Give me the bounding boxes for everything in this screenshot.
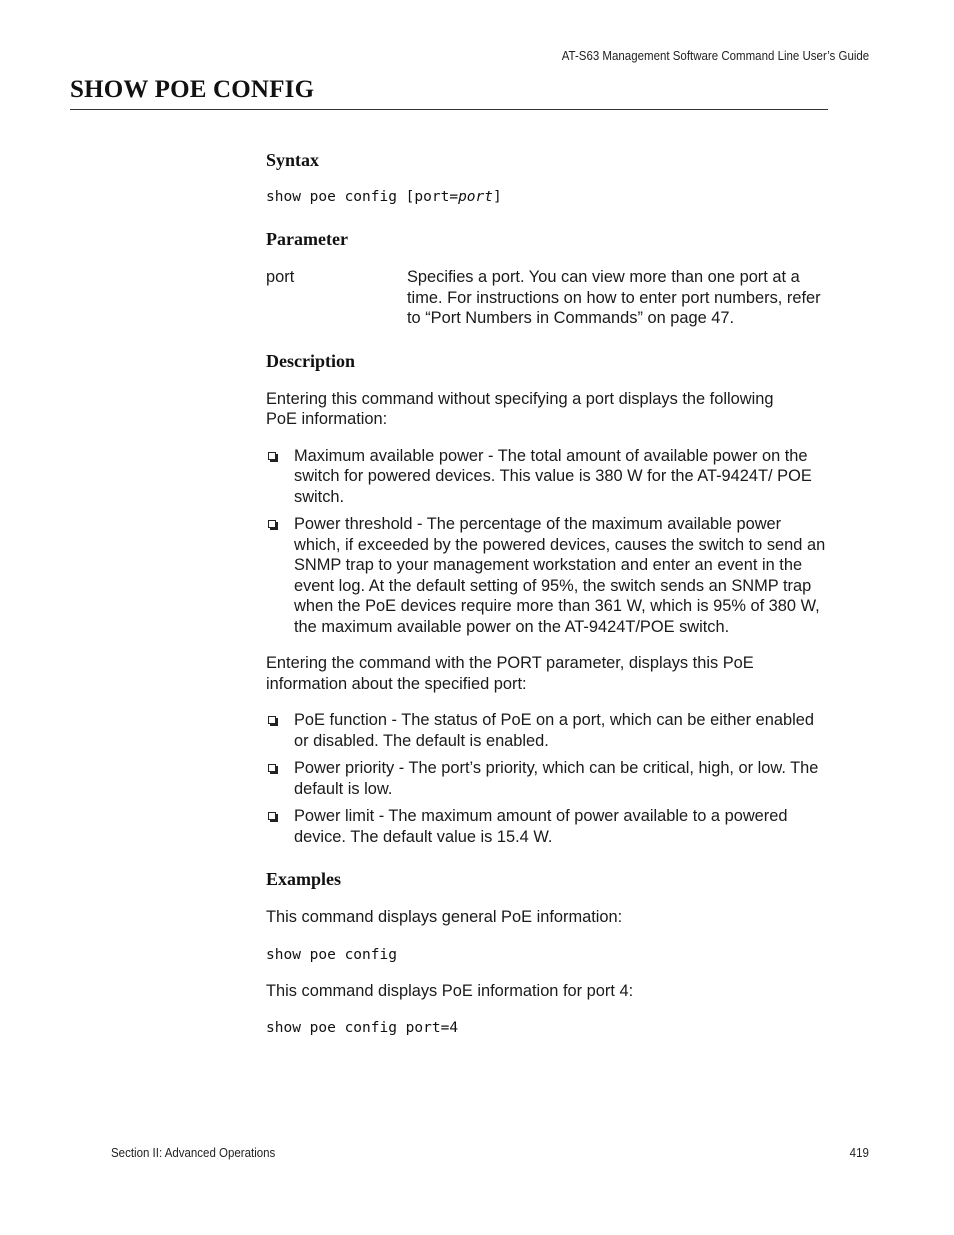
list-item-text: Power limit - The maximum amount of power available to a powered device. The default value is 15.4 W.	[294, 807, 788, 846]
syntax-command	[266, 187, 828, 207]
checkbox-bullet-icon	[268, 812, 276, 820]
syntax-command-suffix: ]	[492, 189, 502, 205]
examples-general-intro: This command displays general PoE information:	[266, 908, 623, 926]
list-item	[266, 514, 828, 637]
checkbox-bullet-icon	[268, 520, 276, 528]
syntax-heading: Syntax	[266, 150, 320, 170]
checkbox-bullet-icon	[268, 764, 276, 772]
examples-general-command: show poe config	[266, 946, 397, 963]
description-intro: Entering this command without specifying a port displays the following PoE information:	[266, 389, 774, 428]
parameter-name: port	[266, 268, 295, 286]
checkbox-bullet-icon	[268, 452, 276, 460]
parameter-heading: Parameter	[266, 229, 348, 249]
title-rule	[70, 109, 828, 110]
list-item-text: Power priority - The port’s priority, which can be critical, high, or low. The default is low.	[294, 759, 819, 798]
syntax-command-variable: port	[458, 189, 493, 205]
general-bullet-list	[266, 446, 828, 638]
examples-heading: Examples	[266, 869, 342, 889]
list-item-text: Power threshold - The percentage of the maximum available power which, if exceeded by the powered devices, causes the switch to send an SNMP trap to your management workstation and enter an event in the event log. At the default setting of 95%, the switch sends an SNMP trap when the PoE devices require more than 361 W, which is 95% of 380 W, the maximum available power on the AT-9424T/POE switch.	[294, 515, 826, 636]
list-item	[266, 446, 828, 508]
checkbox-bullet-icon	[268, 716, 276, 724]
page-title: SHOW POE CONFIG	[70, 76, 315, 103]
port-intro: Entering the command with the PORT parameter, displays this PoE information about the specified port:	[266, 654, 754, 693]
main-content	[266, 149, 828, 1038]
footer-section: Section II: Advanced Operations	[111, 1146, 276, 1160]
list-item	[266, 806, 828, 847]
list-item	[266, 758, 828, 799]
syntax-command-prefix: show poe config [port=	[266, 189, 459, 205]
examples-port-intro: This command displays PoE information for port 4:	[266, 981, 634, 1000]
list-item	[266, 710, 828, 751]
description-heading: Description	[266, 350, 355, 371]
port-bullet-list	[266, 710, 828, 847]
running-header: AT-S63 Management Software Command Line User’s Guide	[561, 49, 869, 63]
list-item-text: PoE function - The status of PoE on a port, which can be either enabled or disabled. The default is enabled.	[294, 711, 814, 750]
footer-page-number: 419	[849, 1146, 869, 1160]
list-item-text: Maximum available power - The total amount of available power on the switch for powered devices. This value is 380 W for the AT-9424T/ POE switch.	[294, 446, 812, 506]
parameter-row	[266, 267, 828, 329]
examples-port-command: show poe config port=4	[266, 1020, 459, 1036]
parameter-description: Specifies a port. You can view more than one port at a time. For instructions on how to enter port numbers, refer to “Port Numbers in Commands” on page 47.	[407, 268, 821, 327]
